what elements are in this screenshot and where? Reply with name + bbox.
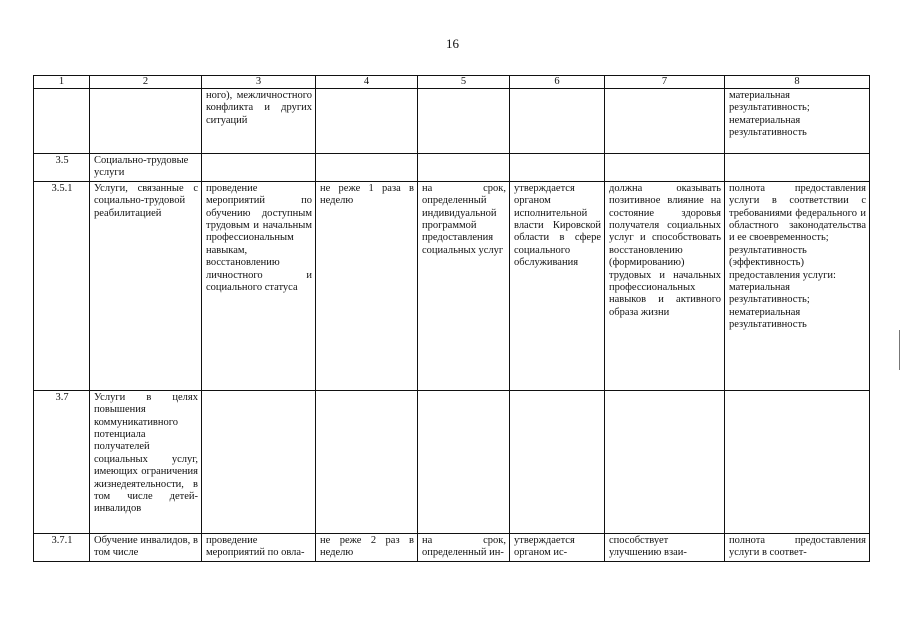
table-cell: полнота предоставления услуги в соответ-	[725, 533, 870, 561]
table-cell: утверждается органом исполнительной власти Кировской области в сфере социального обслуживания	[510, 181, 605, 390]
table-cell: ного), межличностного конфликта и других ситуаций	[202, 89, 316, 154]
table-cell: должна оказывать позитивное влияние на состояние здоровья получателя социальных услуг и способствовать восстановлению (формированию) трудовых и начальных профессиональных навыков и активного образа жизни	[605, 181, 725, 390]
table-cell: 3.5.1	[34, 181, 90, 390]
table-cell: Услуги в целях повышения коммуникативного потенциала получателей социальных услуг, имеющих ограничения жизнедеятельности, в том числе детей-инвалидов	[90, 390, 202, 533]
table-cell: Социально-трудовые услуги	[90, 154, 202, 182]
table-cell	[725, 154, 870, 182]
table-cell	[605, 390, 725, 533]
table-cell	[510, 154, 605, 182]
table-cell	[202, 154, 316, 182]
table-cell	[316, 89, 418, 154]
table-cell	[316, 154, 418, 182]
table-row	[34, 154, 870, 182]
table-row	[34, 181, 870, 390]
table-cell: на срок, определенный ин-	[418, 533, 510, 561]
table-row	[34, 533, 870, 561]
table-cell: 3.5	[34, 154, 90, 182]
table-cell: способствует улучшению взаи-	[605, 533, 725, 561]
table-cell: проведение мероприятий по обучению доступным трудовым и начальным профессиональным навыкам, восстановлению личностного и социального статуса	[202, 181, 316, 390]
scan-mark	[899, 330, 900, 370]
table-cell: 3.7.1	[34, 533, 90, 561]
table-cell: полнота предоставления услуги в соответствии с требованиями федерального и областного законодательства и ее своевременность; результативность (эффективность) предоставления услуги: материальная результативность; нематериальная результативность	[725, 181, 870, 390]
column-number: 4	[316, 76, 418, 89]
table-cell	[418, 154, 510, 182]
table-cell	[510, 390, 605, 533]
table-cell: не реже 1 раза в неделю	[316, 181, 418, 390]
table-cell	[725, 390, 870, 533]
table-cell	[418, 89, 510, 154]
table-cell	[605, 154, 725, 182]
column-number-row	[34, 76, 870, 89]
table-cell: утверждается органом ис-	[510, 533, 605, 561]
table-cell: не реже 2 раз в неделю	[316, 533, 418, 561]
table-row	[34, 89, 870, 154]
column-number: 2	[90, 76, 202, 89]
table-cell: Услуги, связанные с социально-трудовой реабилитацией	[90, 181, 202, 390]
services-table	[33, 75, 870, 562]
column-number: 5	[418, 76, 510, 89]
column-number: 8	[725, 76, 870, 89]
table-cell: 3.7	[34, 390, 90, 533]
table-cell	[418, 390, 510, 533]
column-number: 1	[34, 76, 90, 89]
column-number: 3	[202, 76, 316, 89]
table-cell	[510, 89, 605, 154]
table-cell: проведение мероприятий по овла-	[202, 533, 316, 561]
page-number: 16	[446, 36, 459, 51]
table-cell: на срок, определенный индивидуальной программой предоставления социальных услуг	[418, 181, 510, 390]
column-number: 7	[605, 76, 725, 89]
table-cell	[316, 390, 418, 533]
column-number: 6	[510, 76, 605, 89]
table-cell: Обучение инвалидов, в том числе	[90, 533, 202, 561]
table-row	[34, 390, 870, 533]
table-cell	[605, 89, 725, 154]
table-cell	[34, 89, 90, 154]
table-cell: материальная результативность; нематериальная результативность	[725, 89, 870, 154]
table-cell	[90, 89, 202, 154]
table-cell	[202, 390, 316, 533]
